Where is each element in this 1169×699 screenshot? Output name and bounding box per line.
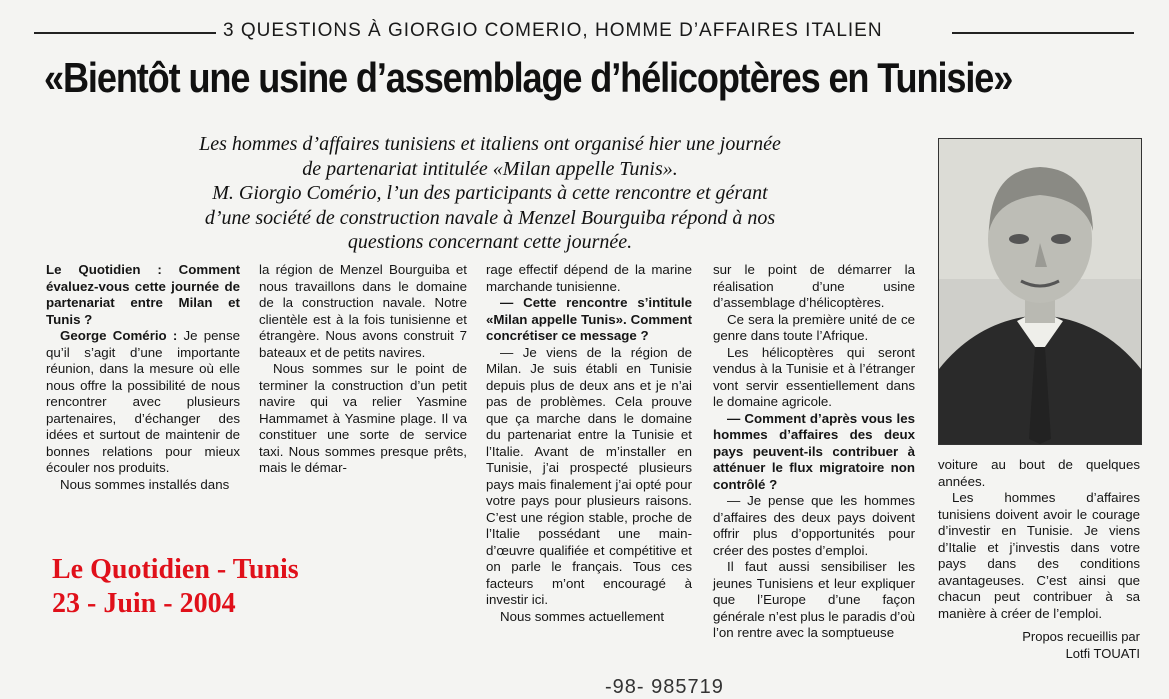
lede-line: d’une société de construction navale à Menzel Bourguiba répond à nos: [204, 206, 776, 229]
question-3: — Comment d’après vous les hommes d’affaires des deux pays peuvent-ils contribuer à atténuer le flux migratoire non contrôlé ?: [713, 410, 915, 492]
paragraph: Il faut aussi sensibiliser les jeunes Tunisiens et leur expliquer que l’Europe d’une façon générale n’est plus le paradis d’où l’on rentre avec la somptueuse: [713, 559, 915, 640]
paragraph: Nous sommes sur le point de terminer la construction d’un petit navire qui va relier Yasmine Hammamet à Yasmine plage. Il va constituer une sorte de service taxi. Nous sommes presque prêts, mais le démar-: [259, 361, 467, 475]
paragraph: Les hommes d’affaires tunisiens doivent avoir le courage d’investir en Tunisie. Je viens d’Italie et j’investis dans votre pays dans des conditions avantageuses. C’est ainsi que chacun peut contribuer à sa manière à créer de l’emploi.: [938, 490, 1140, 621]
paragraph: — Je pense que les hommes d’affaires des deux pays doivent offrir plus d’opportunités pour créer des postes d’emploi.: [713, 493, 915, 558]
byline: [990, 628, 1140, 662]
lede: [90, 132, 890, 255]
lede-line: M. Giorgio Comério, l’un des participants à cette rencontre et gérant: [212, 182, 768, 204]
column-1: [46, 262, 240, 493]
paragraph: Ce sera la première unité de ce genre dans toute l’Afrique.: [713, 311, 915, 343]
answer-text: Je pense qu’il s’agit d’une importante réunion, dans la mesure où elle nous offre la possibilité de nous rencontrer avec plusieurs partenaires, d’échanger des idées et surtout de maintenir de bonnes relations pour mieux écouler nos produits.: [46, 328, 240, 475]
column-5: [938, 457, 1140, 622]
stamp-publication: Le Quotidien - Tunis: [52, 554, 299, 585]
column-4: [713, 262, 915, 642]
paragraph: rage effectif dépend de la marine marchande tunisienne.: [486, 262, 692, 294]
kicker: 3 QUESTIONS À GIORGIO COMERIO, HOMME D’AFFAIRES ITALIEN: [223, 20, 883, 41]
paragraph: la région de Menzel Bourguiba et nous travaillons dans le domaine de la construction navale. Notre clientèle est à la fois tunisienne et étrangère. Nous avons construit 7 bateaux et de petits navires.: [259, 262, 467, 360]
portrait-illustration: [939, 139, 1141, 444]
column-2: [259, 262, 467, 477]
paragraph: Nous sommes installés dans: [60, 476, 230, 492]
stamp-date: 23 - Juin - 2004: [52, 588, 236, 619]
lede-line: questions concernant cette journée.: [347, 231, 633, 253]
question-1: Le Quotidien : Comment évaluez-vous cette journée de partenariat entre Milan et Tunis ?: [46, 262, 240, 327]
paragraph: sur le point de démarrer la réalisation d’une usine d’assemblage d’hélicoptères.: [713, 262, 915, 310]
portrait-photo: [938, 138, 1142, 445]
paragraph: Nous sommes actuellement: [500, 608, 665, 624]
lede-line: Les hommes d’affaires tunisiens et italiens ont organisé hier une journée: [199, 133, 781, 155]
lede-line: de partenariat intitulée «Milan appelle Tunis».: [302, 157, 678, 180]
paragraph: Les hélicoptères qui seront vendus à la Tunisie et à l’étranger vont servir essentiellement dans le domaine agricole.: [713, 344, 915, 409]
paragraph: — Je viens de la région de Milan. Je suis établi en Tunisie depuis plus de deux ans et je n’ai pas de problèmes. Cela prouve que ça marche dans le domaine du partenariat entre la Tunisie et l’Italie. Avant de m’installer en Tunisie, j’ai prospecté plusieurs pays mais finalement j’ai opté pour votre pays pour plusieurs raisons. C’est une région stable, proche de l’Italie possédant une main-d’œuvre qualifiée et compétitive et on parle le français. Tous ces facteurs m’ont encouragé à investir ici.: [486, 344, 692, 607]
column-3: [486, 262, 692, 625]
answer-speaker: George Comério :: [60, 328, 178, 343]
kicker-rule-left: [34, 32, 216, 34]
answer-1: [46, 328, 240, 477]
byline-label: Propos recueillis par: [1022, 629, 1140, 644]
paragraph: voiture au bout de quelques années.: [938, 457, 1140, 489]
footer-number: -98- 985719: [605, 676, 724, 698]
source-stamp: [52, 553, 299, 621]
question-2: — Cette rencontre s’intitule «Milan appelle Tunis». Comment concrétiser ce message ?: [486, 295, 692, 343]
headline: «Bientôt une usine d’assemblage d’hélicoptères en Tunisie»: [44, 54, 1013, 101]
byline-author: Lotfi TOUATI: [1065, 646, 1140, 661]
kicker-rule-right: [952, 32, 1134, 34]
